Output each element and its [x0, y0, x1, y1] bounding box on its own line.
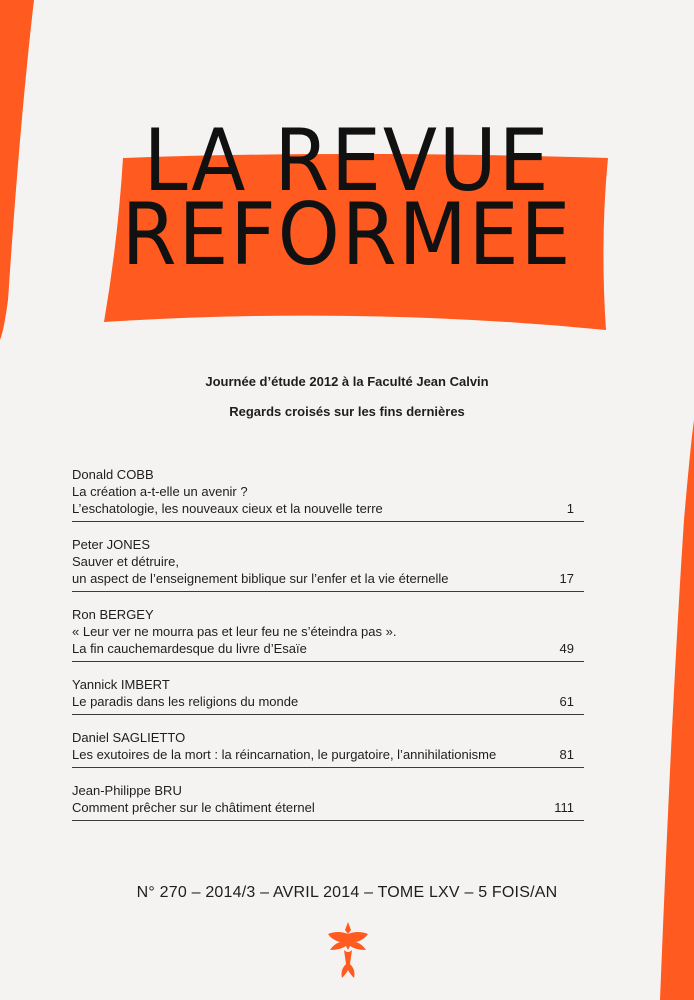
toc-entry[interactable] [72, 466, 584, 522]
toc-author: Yannick IMBERT [72, 677, 170, 692]
toc-page-number: 61 [559, 694, 574, 709]
right-stripe [660, 420, 694, 1000]
toc-entry[interactable] [72, 676, 584, 715]
toc-title-line: La création a-t-elle un avenir ? [72, 484, 248, 499]
toc-title-line: La fin cauchemardesque du livre d’Esaïe [72, 641, 307, 656]
toc-title-line: un aspect de l’enseignement biblique sur l’enfer et la vie éternelle [72, 571, 449, 586]
toc-author: Daniel SAGLIETTO [72, 730, 186, 745]
toc-title-line: « Leur ver ne mourra pas et leur feu ne s’éteindra pas ». [72, 624, 397, 639]
huguenot-dove-icon [320, 920, 376, 980]
issue-info: N° 270 – 2014/3 – AVRIL 2014 – TOME LXV – 5 FOIS/AN [136, 884, 558, 901]
toc-entry[interactable] [72, 729, 584, 768]
journal-title-line-1: LA REVUE [143, 111, 551, 211]
toc-entry[interactable] [72, 782, 584, 821]
toc-author: Jean-Philippe BRU [72, 783, 182, 798]
theme-subtitle: Regards croisés sur les fins dernières [229, 404, 465, 419]
toc-entry[interactable] [72, 536, 584, 592]
toc-title-line: Comment prêcher sur le châtiment éternel [72, 800, 315, 815]
toc-title-line: Le paradis dans les religions du monde [72, 694, 299, 709]
journal-title-line-2: REFORMEE [121, 185, 573, 285]
toc-page-number: 49 [559, 641, 574, 656]
table-of-contents [72, 466, 584, 835]
event-subtitle: Journée d’étude 2012 à la Faculté Jean Calvin [205, 374, 489, 389]
toc-page-number: 81 [559, 747, 574, 762]
toc-page-number: 1 [566, 501, 574, 516]
toc-author: Ron BERGEY [72, 607, 154, 622]
toc-page-number: 17 [559, 571, 574, 586]
toc-author: Donald COBB [72, 467, 154, 482]
toc-title-line: Sauver et détruire, [72, 554, 179, 569]
toc-title-line: Les exutoires de la mort : la réincarnation, le purgatoire, l’annihilationisme [72, 747, 497, 762]
toc-entry[interactable] [72, 606, 584, 662]
toc-author: Peter JONES [72, 537, 151, 552]
toc-title-line: L’eschatologie, les nouveaux cieux et la nouvelle terre [72, 501, 383, 516]
toc-page-number: 111 [554, 800, 574, 815]
